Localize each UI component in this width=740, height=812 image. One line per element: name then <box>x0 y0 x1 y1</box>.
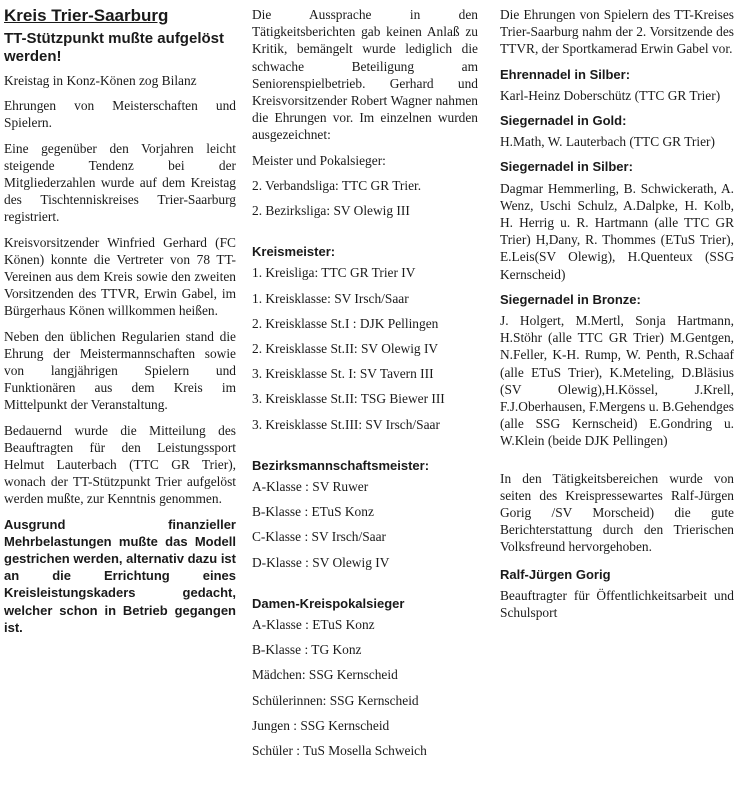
list-item: A-Klasse : SV Ruwer <box>252 479 369 495</box>
author-role: Beauftragter für Öffentlichkeitsarbeit und Schulsport <box>500 587 734 621</box>
list-item: A-Klasse : ETuS Konz <box>252 617 375 633</box>
honoree-list: Dagmar Hemmerling, B. Schwickerath, A. Wenz, Uschi Schulz, A.Dalpke, H. Kolb, H. Herrig u. R. Hartmann (alle TTC GR Trier) H,Dany, R. Thommes (ETuS Trier), E.Leis(SV Olewig), H.Quenteux (SSG Kernscheid) <box>500 180 734 282</box>
list-item: B-Klasse : ETuS Konz <box>252 504 374 520</box>
article-region-title: Kreis Trier-Saarburg <box>4 6 169 25</box>
honoree-list: H.Math, W. Lauterbach (TTC GR Trier) <box>500 134 715 150</box>
paragraph: Kreisvorsitzender Winfried Gerhard (FC Könen) konnte die Vertreter von 78 TT-Vereinen aus dem Kreis sowie den zweiten Vorsitzenden des TTVR, Erwin Gabel, im Bürgerhaus Könen willkommen heißen. <box>4 234 236 319</box>
paragraph: Eine gegenüber den Vorjahren leicht steigende Tendenz bei der Mitgliederzahlen wurde auf dem Kreistag des Tischtenniskreises Trier-Saarburg registriert. <box>4 140 236 225</box>
author-signature: Ralf-Jürgen Gorig <box>500 566 611 582</box>
damen-list <box>252 616 478 759</box>
list-item: Schüler : TuS Mosella Schweich <box>252 743 427 759</box>
column-3 <box>500 6 734 629</box>
paragraph-bold: Ausgrund finanzieller Mehrbelastungen mußte das Modell gestrichen werden, alternativ dazu ist an die Errichtung eines Kreisleistungskaders gedacht, welcher schon in Betrieb gegangen ist. <box>4 516 236 635</box>
bezirk-list <box>252 478 478 571</box>
meister-intro: Meister und Pokalsieger: <box>252 152 386 168</box>
list-item: Jungen : SSG Kernscheid <box>252 717 390 733</box>
kreismeister-list <box>252 264 478 432</box>
column-1 <box>4 6 236 644</box>
list-item: 3. Kreisklasse St.III: SV Irsch/Saar <box>252 416 440 432</box>
list-item: 3. Kreisklasse St.II: TSG Biewer III <box>252 391 445 407</box>
section-heading-kreismeister: Kreismeister: <box>252 244 336 260</box>
list-item: 1. Kreisklasse: SV Irsch/Saar <box>252 290 409 306</box>
honoree-list: Karl-Heinz Doberschütz (TTC GR Trier) <box>500 87 721 103</box>
list-item: B-Klasse : TG Konz <box>252 642 362 658</box>
list-item: 2. Verbandsliga: TTC GR Trier. <box>252 177 422 193</box>
list-item: D-Klasse : SV Olewig IV <box>252 554 390 570</box>
list-item: 3. Kreisklasse St. I: SV Tavern III <box>252 366 434 382</box>
section-heading-silber: Siegernadel in Silber: <box>500 159 633 175</box>
paragraph: Ehrungen von Meisterschaften und Spielern. <box>4 98 236 131</box>
column-2 <box>252 6 478 767</box>
paragraph: Neben den üblichen Regularien stand die Ehrung der Meistermannschaften sowie von langjährigen Spielern und Funktionären aus dem Kreis im Mittelpunkt der Veranstaltung. <box>4 328 236 413</box>
list-item: Schülerinnen: SSG Kernscheid <box>252 692 419 708</box>
paragraph: Die Ehrungen von Spielern des TT-Kreises Trier-Saarburg nahm der 2. Vorsitzende des TTVR, der Sportkamerad Erwin Gabel vor. <box>500 7 734 57</box>
subheadline: Kreistag in Konz-Könen zog Bilanz <box>4 73 197 88</box>
list-item: 2. Kreisklasse St.II: SV Olewig IV <box>252 341 439 357</box>
paragraph: Bedauernd wurde die Mitteilung des Beauftragten für den Leistungssport Helmut Lauterbach (TTC GR Trier), wonach der TT-Stützpunkt Trier aufgelöst werden mußte, zur Kenntnis genommen. <box>4 422 236 507</box>
section-heading-bronze: Siegernadel in Bronze: <box>500 291 641 307</box>
meister-list <box>252 177 478 219</box>
paragraph: In den Tätigkeitsbereichen wurde von seiten des Kreispressewartes Ralf-Jürgen Gorig /SV Morscheid) die gute Berichterstattung durch den Trierischen Volksfreund hervorgehoben. <box>500 470 734 555</box>
section-heading-ehrennadel: Ehrennadel in Silber: <box>500 66 631 82</box>
list-item: 1. Kreisliga: TTC GR Trier IV <box>252 265 416 281</box>
list-item: Mädchen: SSG Kernscheid <box>252 667 398 683</box>
list-item: C-Klasse : SV Irsch/Saar <box>252 529 387 545</box>
honoree-list: J. Holgert, M.Mertl, Sonja Hartmann, H.Stöhr (alle TTC GR Trier) M.Gentgen, N.Feller, K-H. Rump, W. Penth, R.Schaaf (alle ETuS Trier), K.Meteling, D.Bläsius (SV Olewig),H.Kössel, J.Krell, F.J.Oberhausen, F.Mergens u. B.Gehendges (alle SSG Kernscheid) E.Gondring u. W.Klein (beide DJK Pellingen) <box>500 313 734 449</box>
list-item: 2. Bezirksliga: SV Olewig III <box>252 203 410 219</box>
paragraph: Die Aussprache in den Tätigkeitsberichten gab keinen Anlaß zu Kritik, bemängelt wurde lediglich die schwache Beteiligung am Seniorenspielbetrieb. Gerhard und Kreisvorsitzender Robert Wagner nahmen die Ehrungen vor. Im einzelnen wurden ausgezeichnet: <box>252 7 478 143</box>
section-heading-gold: Siegernadel in Gold: <box>500 113 627 129</box>
section-heading-damen: Damen-Kreispokalsieger <box>252 595 405 611</box>
list-item: 2. Kreisklasse St.I : DJK Pellingen <box>252 315 439 331</box>
section-heading-bezirk: Bezirksmannschaftsmeister: <box>252 457 430 473</box>
article-headline: TT-Stützpunkt mußte aufgelöst werden! <box>4 30 224 65</box>
